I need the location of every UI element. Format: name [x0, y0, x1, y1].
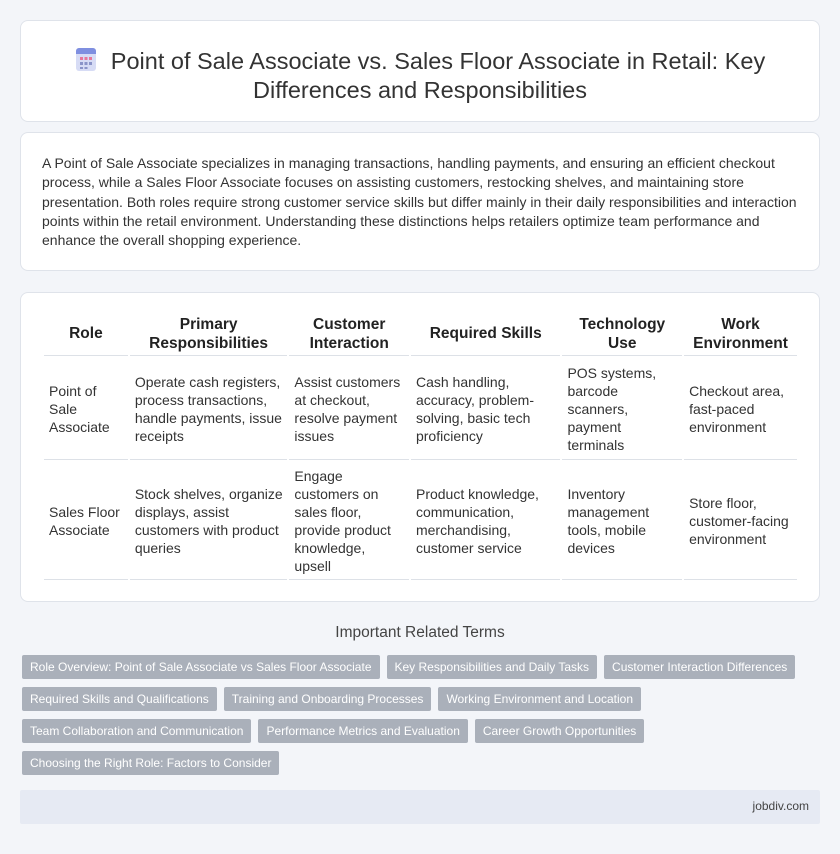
intro-card [20, 132, 820, 271]
page-title [41, 46, 799, 105]
related-term-tag[interactable]: Choosing the Right Role: Factors to Consider [22, 751, 279, 775]
table-cell: Store floor, customer-facing environment [684, 460, 797, 580]
table-cell: Operate cash registers, process transactions, handle payments, issue receipts [130, 356, 288, 460]
table-header-row [44, 312, 797, 356]
table-cell: Checkout area, fast-paced environment [684, 356, 797, 460]
intro-paragraph: A Point of Sale Associate specializes in managing transactions, handling payments, and ensuring an efficient checkout process, while a Sales Floor Associate focuses on assisting customers, restocking shelves, and maintaining store presentation. Both roles require strong customer service skills but differ mainly in their daily responsibilities and interaction points within the retail environment. Understanding these distinctions helps retailers optimize team performance and enhance the overall shopping experience. [42, 155, 797, 249]
related-term-tag[interactable]: Career Growth Opportunities [475, 719, 644, 743]
footer-site-link[interactable]: jobdiv.com [752, 799, 809, 813]
related-term-tag[interactable]: Key Responsibilities and Daily Tasks [387, 655, 598, 679]
related-terms-list [22, 655, 802, 775]
related-term-tag[interactable]: Training and Onboarding Processes [224, 687, 432, 711]
related-term-tag[interactable]: Team Collaboration and Communication [22, 719, 251, 743]
related-term-tag[interactable]: Working Environment and Location [438, 687, 641, 711]
header-role: Role [44, 312, 128, 356]
table-cell: POS systems, barcode scanners, payment terminals [562, 356, 682, 460]
footer [20, 790, 820, 824]
header-primary-responsibilities: Primary Responsibilities [130, 312, 288, 356]
header-required-skills: Required Skills [411, 312, 560, 356]
header-customer-interaction: Customer Interaction [289, 312, 409, 356]
table-cell: Sales Floor Associate [44, 460, 128, 580]
title-wrap [41, 46, 799, 105]
related-terms-heading: Important Related Terms [335, 624, 505, 641]
table-cell: Inventory management tools, mobile devices [562, 460, 682, 580]
related-term-tag[interactable]: Role Overview: Point of Sale Associate vs Sales Floor Associate [22, 655, 380, 679]
comparison-table-card [20, 292, 820, 602]
table-row [44, 356, 797, 460]
document-grid-icon [75, 46, 97, 72]
header-work-environment: Work Environment [684, 312, 797, 356]
related-term-tag[interactable]: Performance Metrics and Evaluation [258, 719, 467, 743]
page-title-text: Point of Sale Associate vs. Sales Floor Associate in Retail: Key Differences and Responsibilities [110, 48, 766, 103]
related-term-tag[interactable]: Required Skills and Qualifications [22, 687, 217, 711]
header-technology-use: Technology Use [562, 312, 682, 356]
related-term-tag[interactable]: Customer Interaction Differences [604, 655, 795, 679]
table-cell: Stock shelves, organize displays, assist customers with product queries [130, 460, 288, 580]
table-cell: Engage customers on sales floor, provide product knowledge, upsell [289, 460, 409, 580]
table-cell: Cash handling, accuracy, problem-solving, basic tech proficiency [411, 356, 560, 460]
table-cell: Product knowledge, communication, merchandising, customer service [411, 460, 560, 580]
table-row [44, 460, 797, 580]
table-cell: Point of Sale Associate [44, 356, 128, 460]
title-card [20, 20, 820, 122]
comparison-table [42, 312, 799, 580]
table-cell: Assist customers at checkout, resolve payment issues [289, 356, 409, 460]
